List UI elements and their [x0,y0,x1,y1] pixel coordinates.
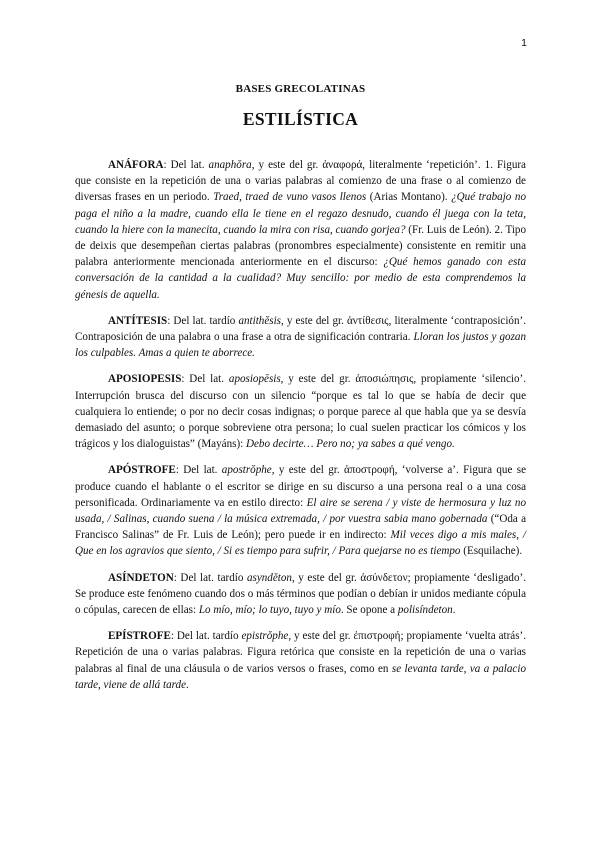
entry-term: ANÁFORA [108,159,164,171]
entry-text: . [186,678,189,691]
glossary-entry [75,570,526,619]
entry-text: : Del lat. [175,464,222,477]
entry-text: : Del lat. [163,159,209,171]
entry-text: (Esquilache). [460,545,523,558]
entry-example: anaphŏra [208,159,252,171]
entry-text: , y este del gr. ἀσύνδετον; propiamente ‘desligado’. Se produce este fenómeno cuando dos o más términos que podían o debían ir unidos mediante cópula o cópulas, carecen de ellas: [75,571,526,617]
entry-example: aposiopēsis [228,373,281,386]
entry-example: Lloran los justos y gozan los culpables. Amas a quien te aborrece. [75,331,527,360]
entry-text: , y este del gr. ἀντίθεσις, literalmente ‘contraposición’. Contraposición de una palabra o una frase a otra de significación contraria. [75,314,526,344]
entry-example: apostrŏphe [221,464,272,477]
entry-text: , y este del gr. ἀποστροφή, ‘volverse a’. Figura que se produce cuando el hablante o el escritor se dirige en su discurso a una persona real o a una cosa personificada. Ordinariamente va en estilo directo: [75,464,526,509]
entry-example: asyndĕton [246,571,292,584]
glossary-entry [75,462,526,559]
entry-example: antithĕsis [238,314,281,327]
entry-example: El aire se serena / y viste de hermosura y luz no usada, / Salinas, cuando suena / la música extremada, / por vuestra sabia mano gobernada [75,496,527,526]
entry-example: polisíndeton [397,604,453,617]
entry-text: : Del lat. tardío [170,630,242,643]
glossary-entries [75,157,526,693]
entry-example: Debo decirte… Pero no; ya sabes a qué vengo. [246,438,455,451]
entry-term: APOSIOPESIS [108,373,182,386]
glossary-entry [75,313,526,362]
entry-text: : Del lat. tardío [167,314,239,327]
entry-text: . Se opone a [340,604,398,617]
entry-example: Traed, traed de vuno vasos llenos [213,191,367,204]
entry-text: , y este del gr. ἀποσιώπησις, propiamente ‘silencio’. Interrupción brusca del discurso con un silencio “porque es tal lo que se había de decir que cualquiera lo entiende; o por no decir cosas indignas; o porque parece al que habla que ya se desvía demasiado del asunto; o porque sobreviene otra persona; lo cual suelen practicar los cómicos y los trágicos y los dialoguistas” (Mayáns): [75,373,526,451]
entry-example: Mil veces digo a mis males, / Que en los agravios que siento, / Si es tiempo para sufrir, / Para quejarse no es tiempo [75,529,526,558]
entry-text: (Arias Montano). [366,191,452,204]
entry-term: APÓSTROFE [108,464,176,477]
glossary-entry [75,157,526,303]
entry-term: ANTÍTESIS [108,314,168,327]
entry-text: . [452,604,456,617]
entry-term: EPÍSTROFE [108,630,171,643]
entry-example: epistrŏphe [241,630,289,643]
document-subtitle: BASES GRECOLATINAS [235,83,366,95]
entry-text: : Del lat. tardío [173,571,247,584]
glossary-entry [75,371,526,452]
entry-term: ASÍNDETON [108,571,174,584]
document-title: ESTILÍSTICA [242,109,359,129]
entry-example: Lo mío, mío; lo tuyo, tuyo y mío [198,604,341,617]
entry-example: se levanta tarde, va a palacio tarde, viene de allá tarde [75,662,526,691]
glossary-entry [75,628,526,693]
entry-text: , y este del gr. ἀναφορά, literalmente ‘repetición’. 1. Figura que consiste en la repetición de una o varias palabras al comienzo de una frase o al comienzo de diversas frases en un periodo. [75,159,526,204]
entry-text: (Fr. Luis de León). 2. Tipo de deixis que desempeñan ciertas palabras (pronombres especialmente) consistente en remitir una palabra anteriormente mencionada anteriormente en el discurso: [75,223,527,269]
entry-example: ¿Qué trabajo no paga el niño a la madre, cuando ella le tiene en el regazo desnudo, cuando él juega con la teta, cuando la hiere con la manecita, cuando la mira con risa, cuando gorjea? [75,191,526,236]
entry-text: , y este del gr. ἐπιστροφή; propiamente ‘vuelta atrás’. Repetición de una o varias palabras. Figura retórica que consiste en la repetición de una o varias palabras al final de una cláusula o de varios versos o frases, como en [75,630,527,675]
entry-text: : Del lat. [181,373,229,386]
page-number: 1 [521,37,527,49]
entry-text: (“Oda a Francisco Salinas” de Fr. Luis de León); pero puede ir en indirecto: [75,513,526,542]
entry-example: ¿Qué hemos ganado con esta conversación de la cantidad a la cualidad? Muy sencillo: por medio de esta comprendemos la génesis de aquella. [75,256,527,301]
